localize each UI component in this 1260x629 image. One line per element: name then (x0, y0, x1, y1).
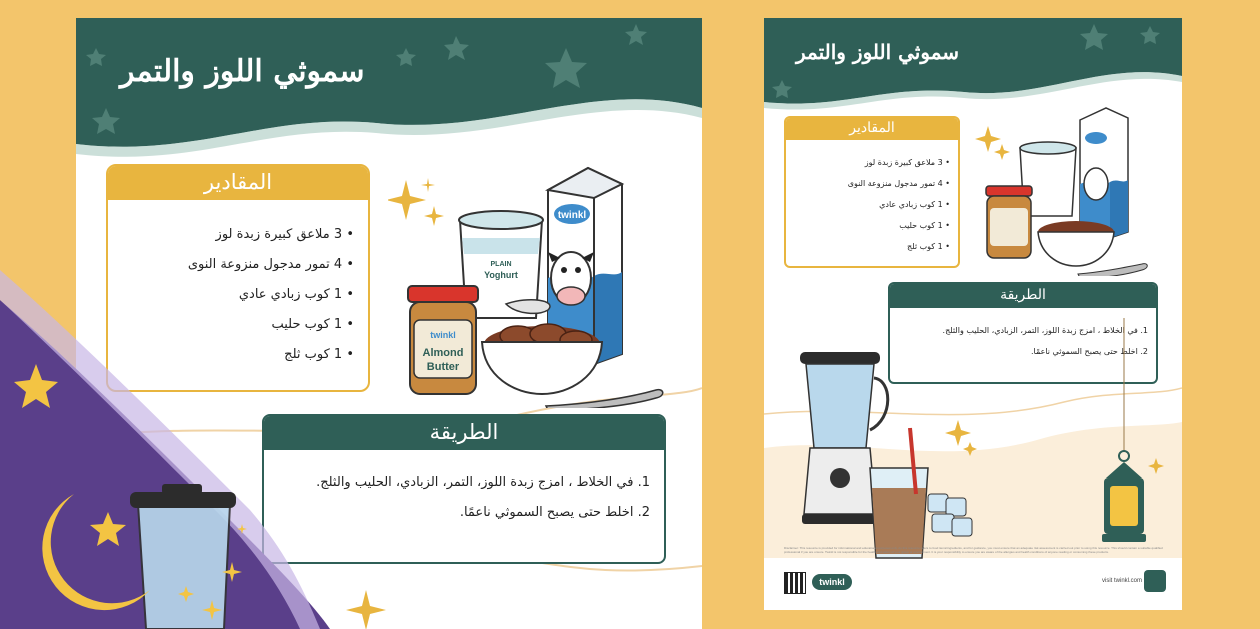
list-item: • 1 كوب ثلج (907, 242, 950, 251)
list-item: • 1 كوب حليب (271, 317, 354, 332)
full-page (764, 18, 1182, 610)
sparkle-icon (388, 178, 444, 226)
method-step-1: 1. في الخلاط ، امزج زبدة اللوز، التمر، الزبادي، الحليب والثلج. (316, 475, 650, 490)
list-item: • 4 تمور مدجول منزوعة النوى (187, 257, 354, 272)
svg-text:Butter: Butter (426, 361, 460, 373)
list-item: • 1 كوب زبادي عادي (879, 200, 950, 209)
list-item: • 3 ملاعق كبيرة زبدة لوز (864, 158, 950, 167)
page-title: سموثي اللوز والتمر (120, 54, 365, 89)
method-step-1: 1. في الخلاط ، امزج زبدة اللوز، التمر، الزبادي، الحليب والثلج. (942, 326, 1148, 335)
svg-text:twinkl: twinkl (557, 210, 587, 221)
svg-text:Yoghurt: Yoghurt (484, 270, 518, 280)
list-item: • 1 كوب حليب (899, 221, 950, 230)
page-title: سموثي اللوز والتمر (796, 40, 960, 64)
method-step-2: 2. اخلط حتى يصبح السموثي ناعمًا. (459, 505, 650, 520)
method-step-2: 2. اخلط حتى يصبح السموثي ناعمًا. (1030, 347, 1148, 356)
svg-text:twinkl: twinkl (430, 330, 456, 340)
method-heading: الطريقة (264, 416, 664, 450)
footer-url[interactable]: visit twinkl.com (1101, 578, 1142, 584)
ingredients-illustration (972, 104, 1152, 276)
dates-bowl (482, 324, 663, 408)
sparkle-icon (346, 590, 386, 629)
blender-illustration (130, 484, 236, 629)
method-heading: الطريقة (890, 284, 1156, 308)
list-item: • 1 كوب زبادي عادي (238, 287, 354, 302)
smoothie-glass (870, 428, 928, 558)
ingredients-heading: المقادير (108, 166, 368, 200)
bottom-scene (764, 318, 1182, 578)
list-item: • 4 تمور مدجول منزوعة النوى (847, 179, 950, 188)
svg-text:PLAIN: PLAIN (490, 261, 512, 268)
header-banner (764, 18, 1182, 118)
purple-corner-decoration (0, 0, 340, 629)
twinkl-badge (1144, 570, 1166, 592)
ingredients-illustration (388, 158, 668, 408)
disclaimer-text: Disclaimer: This resource is provided for informational and educational purposes only. As this resource refers to food items/ingredients, and for guidance, you must ensure that an adequate risk assessment is carried out prior to using this resource. This should contain a suitable qualified professional if you are unsure. Twinkl is not responsible for the health and safety of your group or environment. It is your responsibility to ensure you are aware of the allergies and health conditions of anyone reading or consuming these products. (784, 546, 1163, 554)
list-item: • 3 ملاعق كبيرة زبدة لوز (215, 227, 354, 242)
sparkle-icon (945, 420, 977, 456)
ingredients-list (786, 140, 958, 257)
list-item: • 1 كوب ثلج (284, 347, 354, 362)
ingredients-box (784, 116, 960, 268)
almond-butter-jar (408, 286, 478, 394)
ingredients-heading: المقادير (786, 118, 958, 140)
qr-code (784, 572, 806, 594)
twinkl-logo: twinkl (812, 574, 852, 590)
svg-text:Almond: Almond (422, 347, 464, 359)
